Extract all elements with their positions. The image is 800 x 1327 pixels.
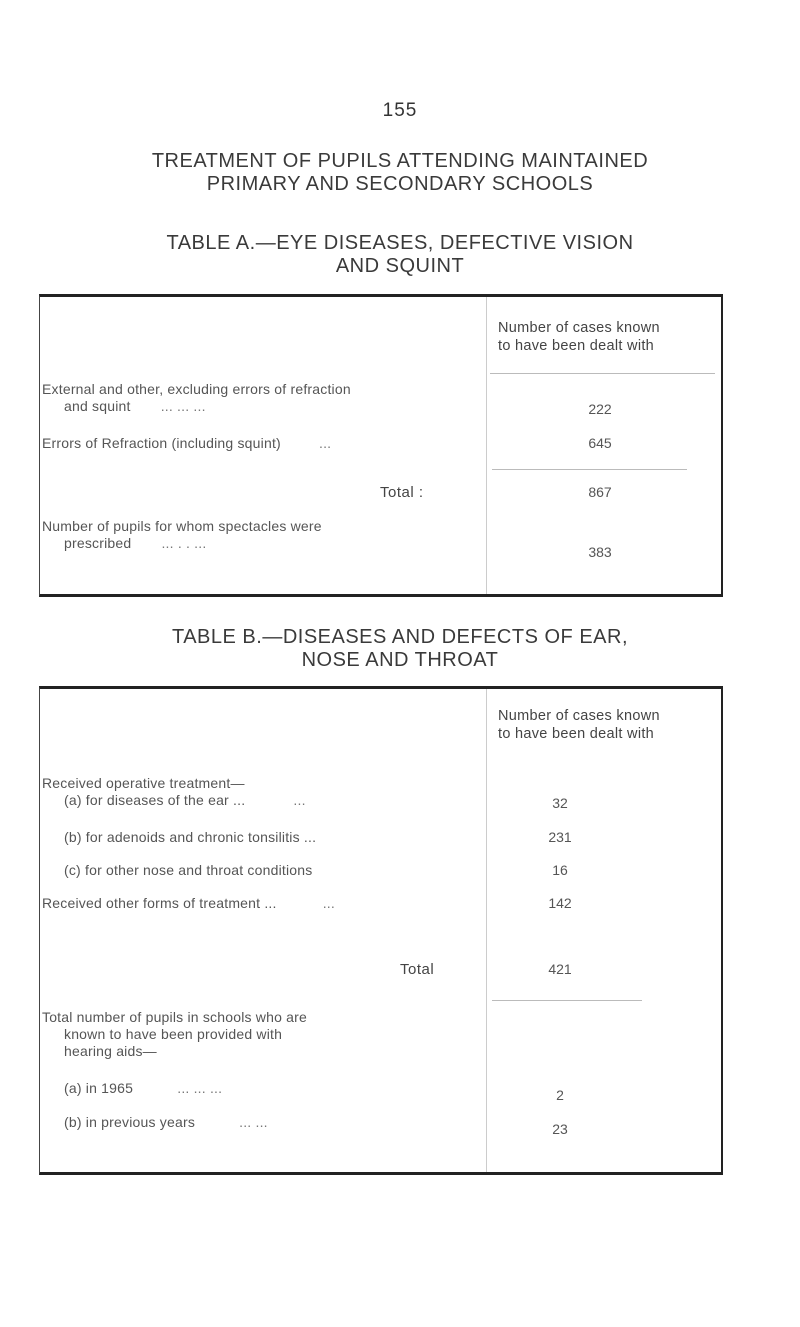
row-value: 2 <box>556 1087 564 1103</box>
row-value: 867 <box>588 484 612 500</box>
row-label-continued <box>64 535 206 552</box>
table-b-header-line-1: Number of cases known <box>498 708 660 724</box>
row-value: 222 <box>588 401 612 417</box>
table-b-title <box>0 626 800 672</box>
row-label: External and other, excluding errors of refraction <box>42 381 351 397</box>
row-label <box>42 435 331 452</box>
main-title <box>0 150 800 196</box>
leader-dots: ... <box>319 435 332 451</box>
table-b <box>39 686 723 1175</box>
row-label-continued <box>64 792 306 809</box>
leader-dots: ... <box>322 895 335 911</box>
table-b-header-line-2: to have been dealt with <box>498 726 655 742</box>
row-label: Total : <box>380 484 424 501</box>
row-value: 16 <box>552 862 568 878</box>
table-b-total-rule <box>492 1000 642 1001</box>
row-label-continued: hearing aids— <box>64 1043 157 1059</box>
row-label-text: and squint <box>64 398 131 414</box>
table-b-title-line-2: NOSE AND THROAT <box>301 649 499 671</box>
main-title-line-1: TREATMENT OF PUPILS ATTENDING MAINTAINED <box>151 150 649 172</box>
row-label <box>42 895 335 912</box>
table-a-column-header <box>498 319 723 355</box>
table-a-title-line-2: AND SQUINT <box>335 255 465 277</box>
row-label: Total <box>400 961 435 978</box>
row-label: (b) for adenoids and chronic tonsilitis ... <box>64 829 317 845</box>
row-label <box>64 1080 222 1097</box>
leader-dots: ... ... <box>239 1114 268 1130</box>
table-a-title-line-1: TABLE A.—EYE DISEASES, DEFECTIVE VISION <box>166 232 634 254</box>
row-label-text: (a) for diseases of the ear ... <box>64 792 246 808</box>
leader-dots: ... <box>293 792 306 808</box>
row-value: 645 <box>588 435 612 451</box>
main-title-line-2: PRIMARY AND SECONDARY SCHOOLS <box>206 173 594 195</box>
row-value: 23 <box>552 1121 568 1137</box>
table-a-total-rule <box>492 469 687 470</box>
table-a-header-underline <box>490 373 715 374</box>
row-value: 32 <box>552 795 568 811</box>
row-label-text: (a) in 1965 <box>64 1080 134 1096</box>
table-b-title-line-1: TABLE B.—DISEASES AND DEFECTS OF EAR, <box>171 626 628 648</box>
table-a-column-divider <box>486 297 487 594</box>
row-value: 142 <box>548 895 572 911</box>
row-label-text: (b) in previous years <box>64 1114 196 1130</box>
row-label: Total number of pupils in schools who are <box>42 1009 308 1025</box>
row-label-text: Errors of Refraction (including squint) <box>42 435 281 451</box>
row-label: Received operative treatment— <box>42 775 245 791</box>
row-value: 231 <box>548 829 572 845</box>
row-value: 421 <box>548 961 572 977</box>
leader-dots: ... . . ... <box>161 535 207 551</box>
row-label-text: Received other forms of treatment ... <box>42 895 277 911</box>
table-b-column-header <box>498 707 723 743</box>
leader-dots: ... ... ... <box>177 1080 223 1096</box>
table-a <box>39 294 723 597</box>
table-a-header-line-1: Number of cases known <box>498 320 660 336</box>
row-value: 383 <box>588 544 612 560</box>
row-label-text: prescribed <box>64 535 132 551</box>
page-number: 155 <box>382 100 418 121</box>
leader-dots: ... ... ... <box>160 398 206 414</box>
row-label: Number of pupils for whom spectacles were <box>42 518 322 534</box>
row-label <box>64 1114 268 1131</box>
row-label: (c) for other nose and throat conditions <box>64 862 313 878</box>
table-a-header-line-2: to have been dealt with <box>498 338 655 354</box>
row-label-continued: known to have been provided with <box>64 1026 283 1042</box>
row-label-continued <box>64 398 206 415</box>
table-b-column-divider <box>486 689 487 1172</box>
table-a-title <box>0 232 800 278</box>
